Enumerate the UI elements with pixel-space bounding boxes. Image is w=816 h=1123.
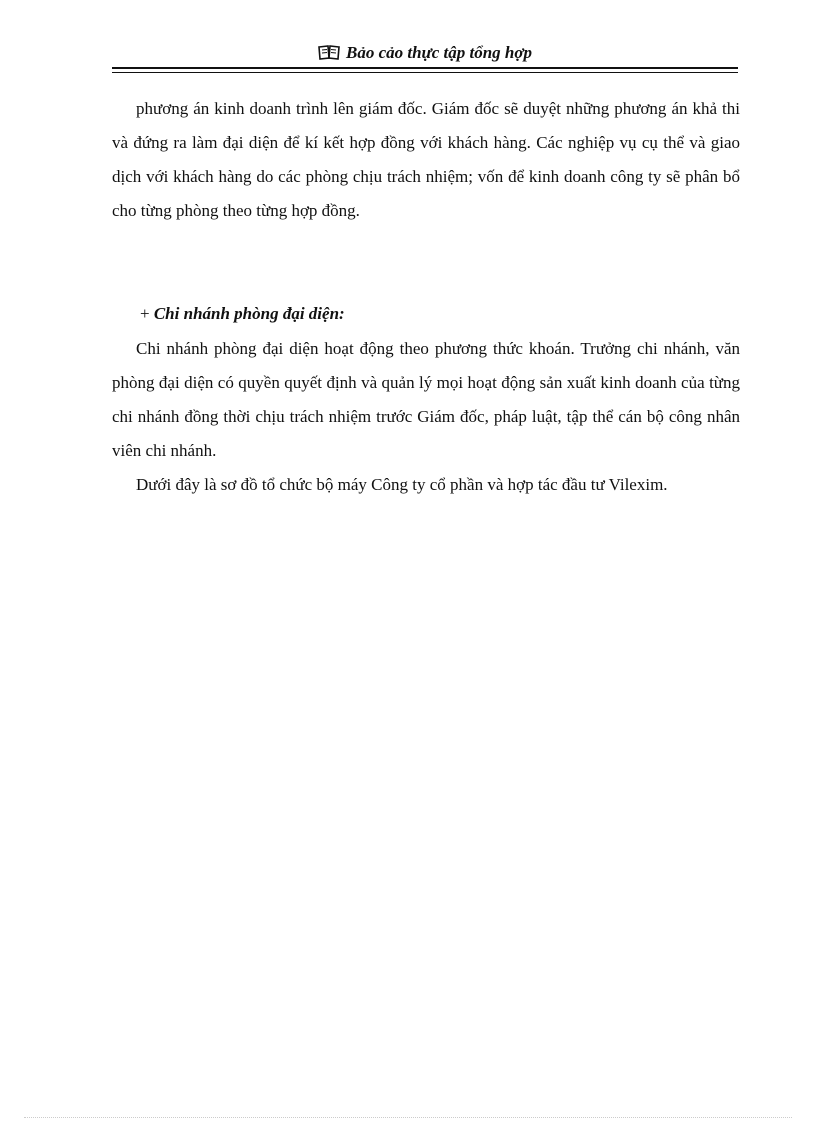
section-prefix: +	[140, 304, 150, 323]
page-header	[112, 38, 738, 68]
header-rule-thick	[112, 67, 738, 69]
section-heading	[140, 299, 345, 329]
section-heading-title: Chi nhánh phòng đại diện:	[153, 304, 345, 323]
paragraph-business-plan: phương án kinh doanh trình lên giám đốc. Giám đốc sẽ duyệt những phương án khả thi và đứng ra làm đại diện để kí kết hợp đồng với khách hàng. Các nghiệp vụ cụ thể và giao dịch với khách hàng do các phòng chịu trách nhiệm; vốn để kinh doanh công ty sẽ phân bổ cho từng phòng theo từng hợp đồng.	[112, 99, 740, 220]
open-book-icon	[318, 40, 340, 70]
header-title: Bảo cảo thực tập tổng hợp	[345, 43, 533, 62]
paragraph-org-chart-intro: Dưới đây là sơ đồ tổ chức bộ máy Công ty cổ phần và hợp tác đầu tư Vilexim.	[136, 475, 668, 494]
paragraph-branch-office: Chi nhánh phòng đại diện hoạt động theo phương thức khoán. Trưởng chi nhánh, văn phòng đại diện có quyền quyết định và quản lý mọi hoạt động sản xuất kinh doanh của từng chi nhánh đồng thời chịu trách nhiệm trước Giám đốc, pháp luật, tập thể cán bộ công nhân viên chi nhánh.	[112, 339, 740, 460]
header-rule-thin	[112, 72, 738, 73]
page-bottom-divider	[24, 1117, 792, 1118]
